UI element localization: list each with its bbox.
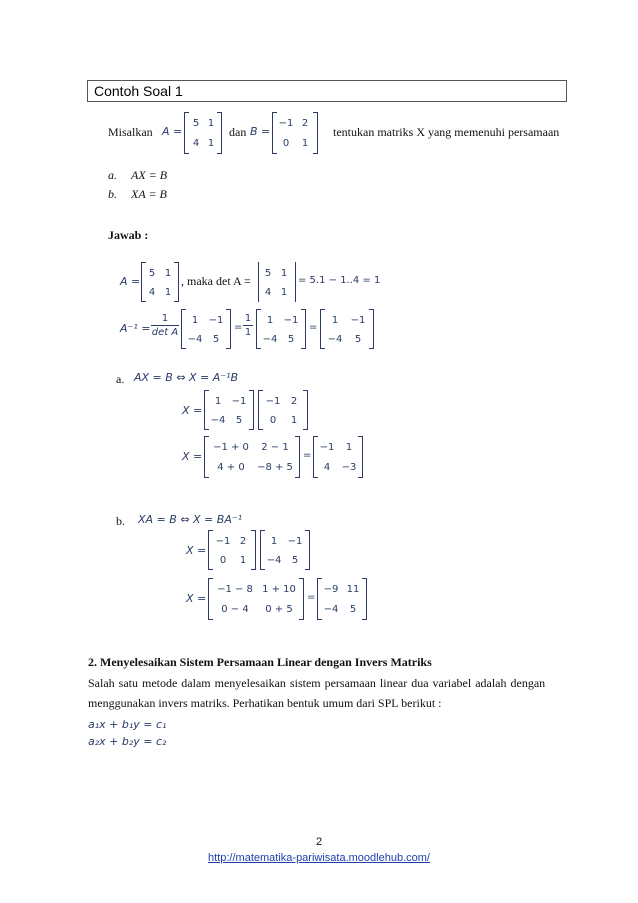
matrix-cell: 1	[164, 287, 172, 298]
matrix-cell: −1	[319, 442, 335, 453]
part-b-x-label-2: X =	[186, 592, 207, 605]
inverse-label: A⁻¹ =	[120, 322, 151, 335]
fraction-1-over-1	[243, 313, 253, 338]
part-b-matrix-inverse	[260, 530, 310, 570]
matrix-cell: −1	[265, 396, 281, 407]
matrix-cell: 5	[291, 555, 299, 566]
determinant-a	[258, 262, 296, 302]
matrix-cell: 0	[282, 138, 290, 149]
matrix-cell: −4	[266, 555, 282, 566]
matrix-cell: 1	[290, 415, 298, 426]
matrix-cell: 1	[280, 287, 288, 298]
item-b-marker: b.	[108, 187, 117, 201]
matrix-cell: −1	[287, 536, 303, 547]
matrix-cell: 1	[207, 138, 215, 149]
matrix-cell: 5	[235, 415, 243, 426]
section-paragraph-line-1: Salah satu metode dalam menyelesaikan sistem persamaan linear dua variabel adalah dengan	[88, 676, 546, 690]
section-paragraph-line-2: menggunakan invers matriks. Perhatikan bentuk umum dari SPL berikut :	[88, 696, 442, 710]
part-a-matrix-b	[258, 390, 308, 430]
matrix-cell: 1	[280, 268, 288, 279]
matrix-cell: −4	[262, 334, 278, 345]
matrix-cell: 2	[301, 118, 309, 129]
part-a-equation: AX = B ⇔ X = A⁻¹B	[134, 371, 239, 384]
matrix-cell: −1 − 8	[217, 584, 253, 595]
matrix-cell: 1	[239, 555, 247, 566]
matrix-cell: 0	[269, 415, 277, 426]
matrix-cell: −1	[283, 315, 299, 326]
part-b-matrix-b	[208, 530, 256, 570]
matrix-cell: 1 + 10	[262, 584, 296, 595]
matrix-cell: −1	[208, 315, 224, 326]
matrix-cell: 1	[191, 315, 199, 326]
part-b-marker: b.	[116, 514, 125, 528]
matrix-cell: −4	[323, 604, 339, 615]
spl-equation-2: a₂x + b₂y = c₂	[88, 735, 167, 748]
adjoint-matrix-2	[256, 309, 306, 349]
numerator: 1	[244, 313, 252, 324]
part-a-x-label: X =	[182, 404, 203, 417]
matrix-cell: 5	[148, 268, 156, 279]
matrix-cell: 11	[346, 584, 360, 595]
matrix-cell: 1	[270, 536, 278, 547]
equals-sign: =	[234, 322, 243, 333]
part-a-matrix-inverse	[204, 390, 254, 430]
misalkan-text: Misalkan	[108, 125, 153, 139]
det-text: , maka det A =	[181, 274, 251, 288]
numerator: 1	[161, 313, 169, 324]
fraction-1-over-det	[151, 313, 179, 338]
page-number: 2	[315, 836, 323, 848]
matrix-cell: 2 − 1	[261, 442, 289, 453]
example-title-box	[87, 80, 567, 102]
part-b-product-matrix	[208, 578, 304, 620]
matrix-cell: 5	[349, 604, 357, 615]
equals-sign: =	[307, 592, 316, 603]
denominator: det A	[151, 327, 179, 338]
part-b-x-label: X =	[186, 544, 207, 557]
matrix-a-given	[184, 112, 222, 154]
equals-sign: =	[303, 450, 312, 461]
matrix-cell: 1	[301, 138, 309, 149]
matrix-cell: −4	[210, 415, 226, 426]
section-heading: 2. Menyelesaikan Sistem Persamaan Linear dengan Invers Matriks	[88, 655, 432, 669]
item-a-marker: a.	[108, 168, 117, 182]
matrix-cell: −4	[187, 334, 203, 345]
matrix-cell: 5	[264, 268, 272, 279]
matrix-cell: 1	[164, 268, 172, 279]
det-result: = 5.1 − 1..4 = 1	[298, 275, 381, 286]
example-title: Contoh Soal 1	[94, 83, 183, 99]
matrix-cell: 1	[331, 315, 339, 326]
denominator: 1	[244, 327, 252, 338]
part-a-product-matrix	[204, 436, 300, 478]
matrix-cell: 0 + 5	[265, 604, 293, 615]
matrix-cell: 5	[192, 118, 200, 129]
matrix-cell: 4	[264, 287, 272, 298]
matrix-cell: 1	[214, 396, 222, 407]
part-a-x-label-2: X =	[182, 450, 203, 463]
matrix-cell: 0 − 4	[221, 604, 249, 615]
part-b-equation: XA = B ⇔ X = BA⁻¹	[138, 513, 243, 526]
matrix-cell: −1	[231, 396, 247, 407]
matrix-a-jawab	[141, 262, 179, 302]
a-label: A =	[162, 125, 183, 138]
footer-url-link[interactable]: http://matematika-pariwisata.moodlehub.com/	[208, 852, 430, 864]
matrix-cell: 4 + 0	[217, 462, 245, 473]
matrix-cell: 4	[148, 287, 156, 298]
matrix-cell: 4	[323, 462, 331, 473]
matrix-cell: 1	[266, 315, 274, 326]
inverse-matrix	[320, 309, 374, 349]
part-b-result-matrix	[317, 578, 367, 620]
matrix-cell: −8 + 5	[257, 462, 293, 473]
b-label: B =	[250, 125, 271, 138]
item-a-text: AX = B	[131, 168, 168, 182]
dan-text: dan	[229, 125, 247, 139]
jawab-a-label: A =	[120, 275, 141, 288]
part-a-result-matrix	[313, 436, 363, 478]
matrix-cell: 2	[290, 396, 298, 407]
matrix-cell: 1	[345, 442, 353, 453]
matrix-cell: −1 + 0	[213, 442, 249, 453]
matrix-cell: 5	[354, 334, 362, 345]
part-a-marker: a.	[116, 372, 125, 386]
matrix-cell: −1	[350, 315, 366, 326]
matrix-cell: −4	[327, 334, 343, 345]
jawab-label: Jawab :	[108, 228, 149, 242]
spl-equation-1: a₁x + b₁y = c₁	[88, 718, 167, 731]
matrix-cell: −9	[323, 584, 339, 595]
matrix-cell: 0	[219, 555, 227, 566]
matrix-cell: 5	[212, 334, 220, 345]
matrix-cell: 1	[207, 118, 215, 129]
item-b-text: XA = B	[131, 187, 167, 201]
matrix-cell: 5	[287, 334, 295, 345]
matrix-b-given	[272, 112, 318, 154]
matrix-cell: −1	[215, 536, 231, 547]
matrix-cell: −1	[278, 118, 294, 129]
matrix-cell: −3	[341, 462, 357, 473]
equals-sign: =	[309, 322, 318, 333]
adjoint-matrix-1	[181, 309, 231, 349]
matrix-cell: 2	[239, 536, 247, 547]
matrix-cell: 4	[192, 138, 200, 149]
tentukan-text: tentukan matriks X yang memenuhi persamaan	[333, 125, 560, 139]
